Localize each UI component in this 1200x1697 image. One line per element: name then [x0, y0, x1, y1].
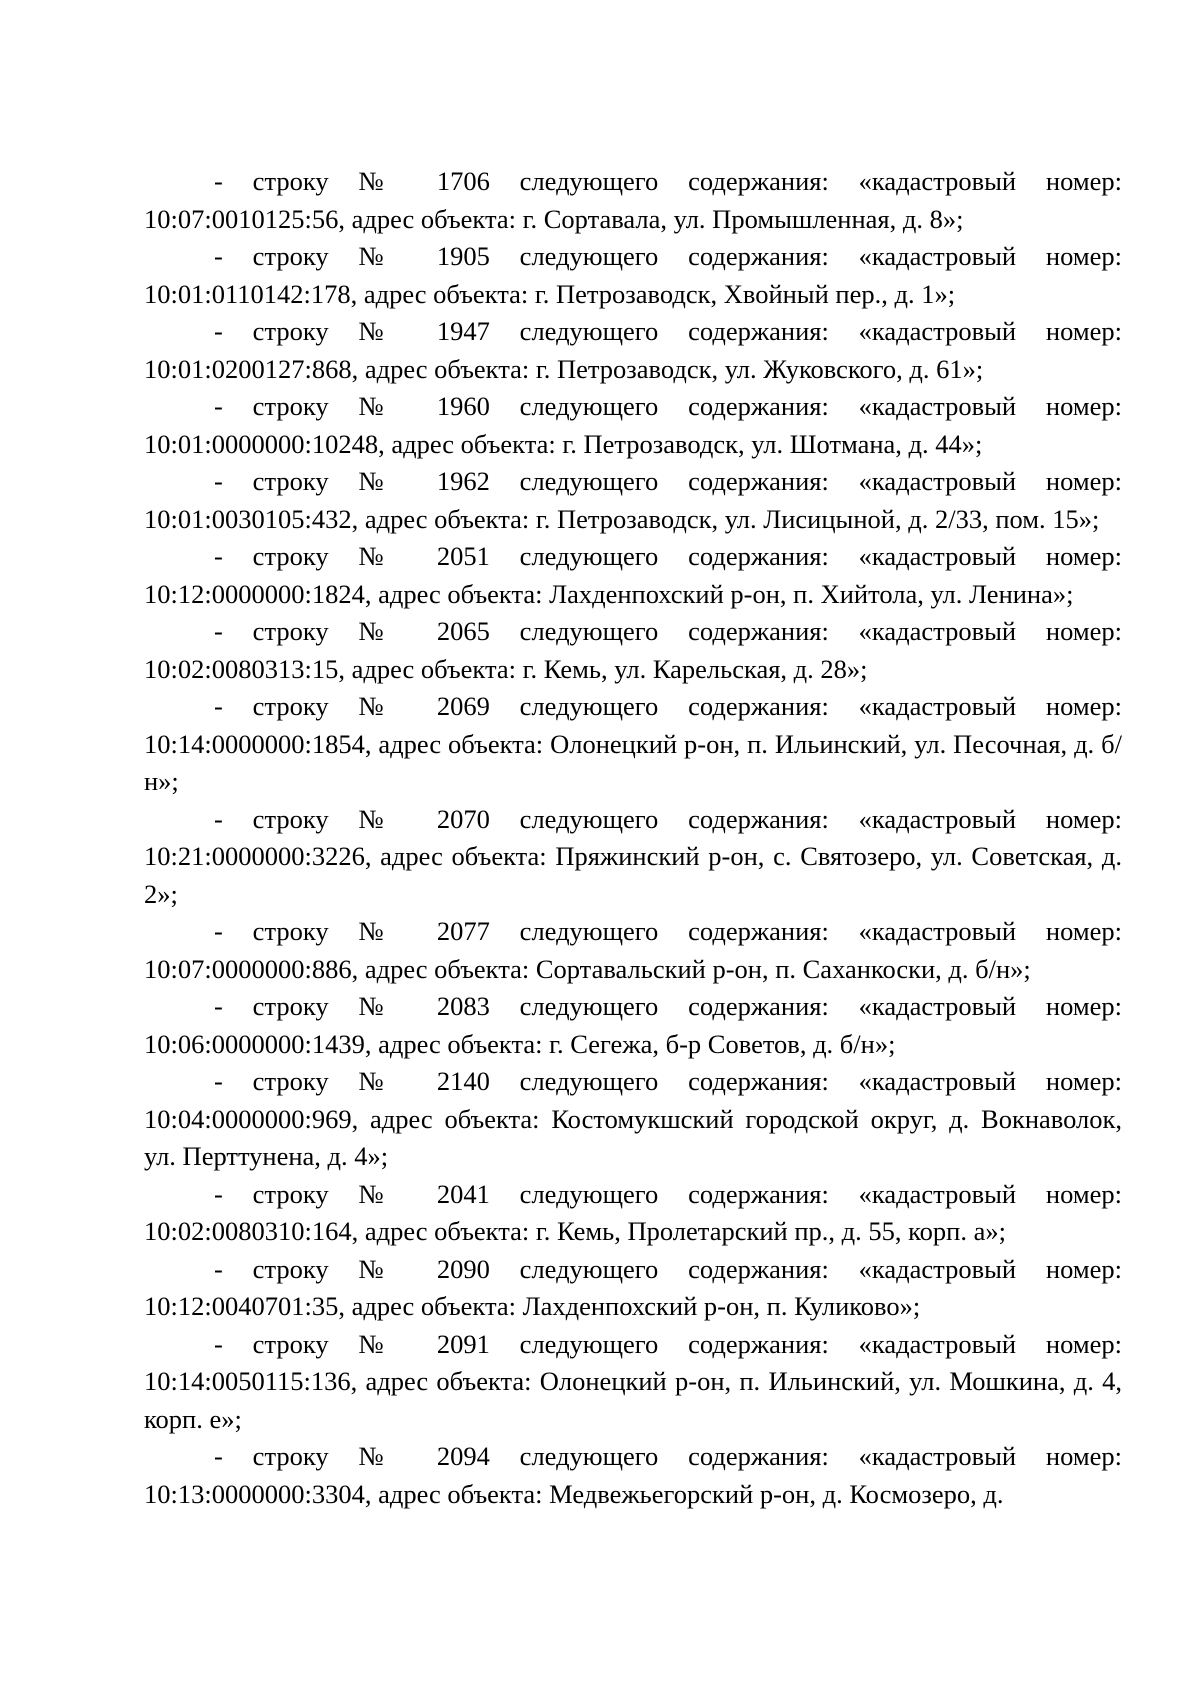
paragraph-2090: - строку № 2090 следующего содержания: «кадастровый номер: 10:12:0040701:35, адрес объекта: Лахденпохский р-он, п. Куликово»;: [144, 1253, 1122, 1321]
paragraph-2140: - строку № 2140 следующего содержания: «кадастровый номер: 10:04:0000000:969, адрес объекта: Костомукшский городской округ, д. Вокнаволок, ул. Перттунена, д. 4»;: [144, 1066, 1122, 1171]
paragraph-2041: - строку № 2041 следующего содержания: «кадастровый номер: 10:02:0080310:164, адрес объекта: г. Кемь, Пролетарский пр., д. 55, корп. а»;: [144, 1178, 1122, 1246]
paragraph-2094: - строку № 2094 следующего содержания: «кадастровый номер: 10:13:0000000:3304, адрес объекта: Медвежьегорский р-он, д. Космозеро, д.: [144, 1441, 1122, 1509]
paragraph-2083: - строку № 2083 следующего содержания: «кадастровый номер: 10:06:0000000:1439, адрес объекта: г. Сегежа, б-р Советов, д. б/н»;: [144, 991, 1122, 1059]
paragraph-2070: - строку № 2070 следующего содержания: «кадастровый номер: 10:21:0000000:3226, адрес объекта: Пряжинский р-он, с. Святозеро, ул. Советская, д. 2»;: [144, 803, 1122, 909]
paragraph-1706: - строку № 1706 следующего содержания: «кадастровый номер: 10:07:0010125:56, адрес объекта: г. Сортавала, ул. Промышленная, д. 8»;: [144, 166, 1122, 234]
paragraph-2091: - строку № 2091 следующего содержания: «кадастровый номер: 10:14:0050115:136, адрес объекта: Олонецкий р-он, п. Ильинский, ул. Мошкина, д. 4, корп. е»;: [144, 1328, 1122, 1434]
paragraph-1960: - строку № 1960 следующего содержания: «кадастровый номер: 10:01:0000000:10248, адрес объекта: г. Петрозаводск, ул. Шотмана, д. 44»;: [144, 391, 1122, 459]
paragraph-2077: - строку № 2077 следующего содержания: «кадастровый номер: 10:07:0000000:886, адрес объекта: Сортавальский р-он, п. Саханкоски, д. б/н»;: [144, 916, 1122, 984]
paragraph-1962: - строку № 1962 следующего содержания: «кадастровый номер: 10:01:0030105:432, адрес объекта: г. Петрозаводск, ул. Лисицыной, д. 2/33, пом. 15»;: [144, 466, 1122, 534]
paragraph-2051: - строку № 2051 следующего содержания: «кадастровый номер: 10:12:0000000:1824, адрес объекта: Лахденпохский р-он, п. Хийтола, ул. Ленина»;: [144, 541, 1122, 609]
paragraph-2065: - строку № 2065 следующего содержания: «кадастровый номер: 10:02:0080313:15, адрес объекта: г. Кемь, ул. Карельская, д. 28»;: [144, 616, 1122, 684]
paragraph-1905: - строку № 1905 следующего содержания: «кадастровый номер: 10:01:0110142:178, адрес объекта: г. Петрозаводск, Хвойный пер., д. 1»;: [144, 241, 1122, 309]
document-body: [144, 163, 1122, 1513]
paragraph-2069: - строку № 2069 следующего содержания: «кадастровый номер: 10:14:0000000:1854, адрес объекта: Олонецкий р-он, п. Ильинский, ул. Песочная, д. б/н»;: [144, 691, 1122, 796]
paragraph-1947: - строку № 1947 следующего содержания: «кадастровый номер: 10:01:0200127:868, адрес объекта: г. Петрозаводск, ул. Жуковского, д. 61»;: [144, 316, 1122, 384]
